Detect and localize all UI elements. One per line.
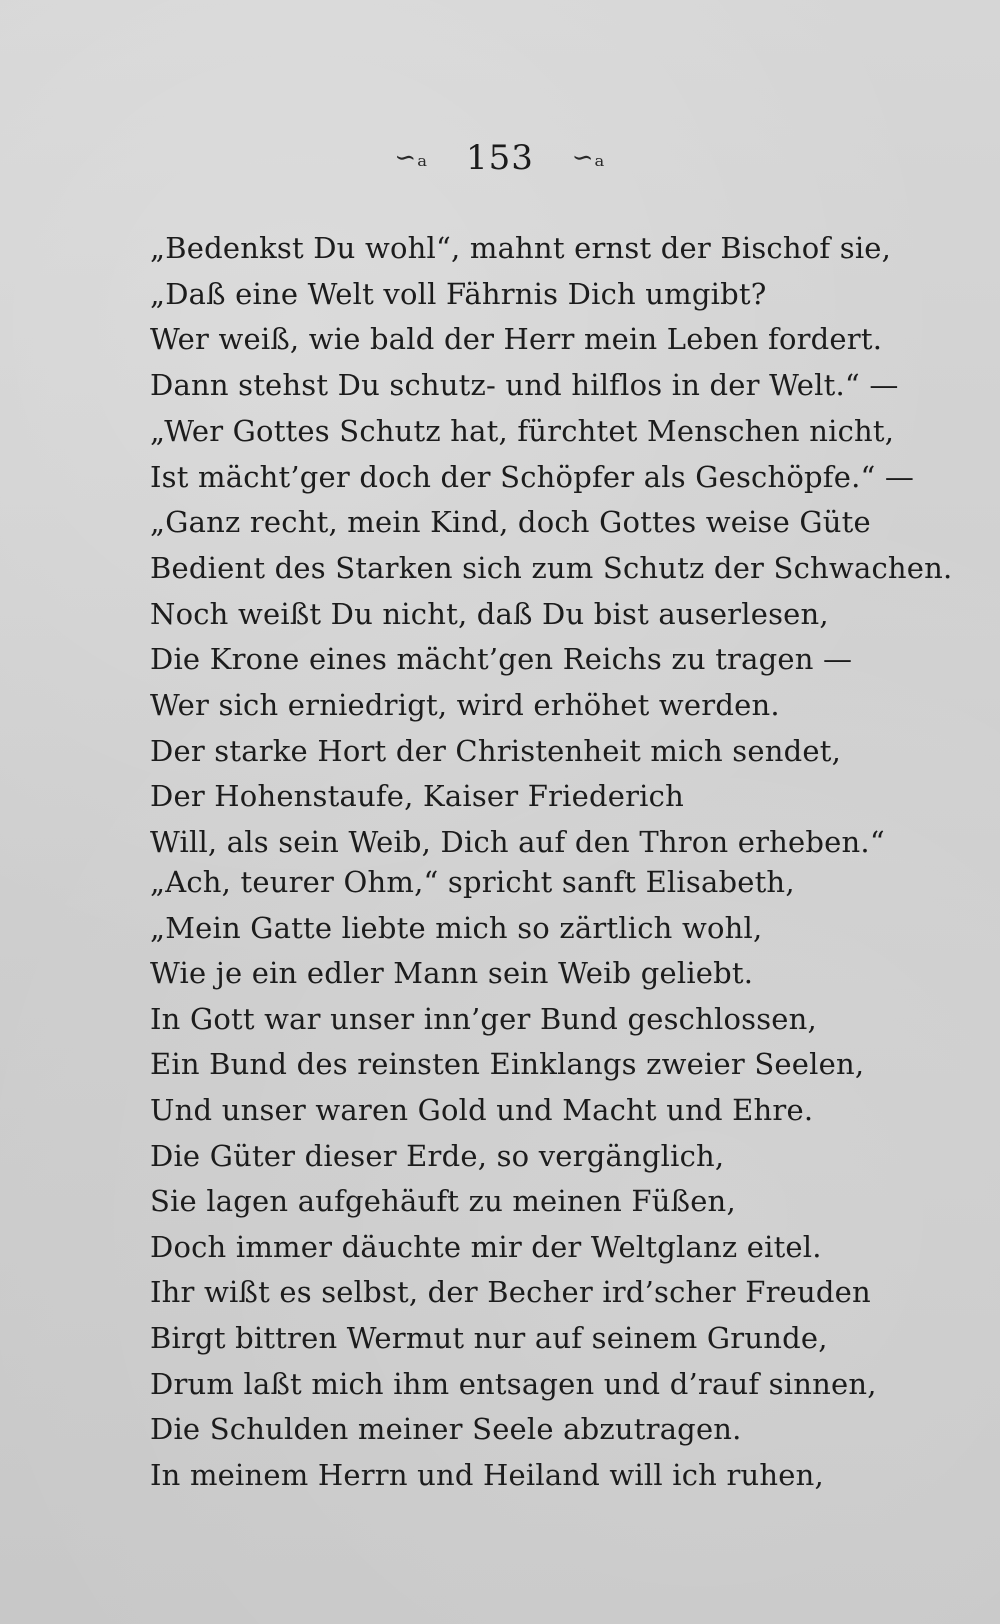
verse-line: „Ganz recht, mein Kind, doch Gottes weise Güte [150, 505, 871, 540]
verse-line: „Daß eine Welt voll Fährnis Dich umgibt? [150, 276, 767, 311]
verse-line: Ist mächt’ger doch der Schöpfer als Geschöpfe.“ — [150, 459, 915, 494]
verse-line: Drum laßt mich ihm entsagen und d’rauf sinnen, [150, 1366, 877, 1401]
ornament-left-icon: ∽ₐ [394, 143, 429, 173]
verse-line: Will, als sein Weib, Dich auf den Thron erheben.“ [150, 825, 885, 860]
verse-line: „Mein Gatte liebte mich so zärtlich wohl, [150, 910, 763, 945]
verse-line: Wer sich erniedrigt, wird erhöhet werden. [150, 688, 780, 723]
stanza-1 [150, 226, 953, 866]
verse-line: In Gott war unser inn’ger Bund geschlossen, [150, 1001, 817, 1036]
ornament-right-icon: ∽ₐ [571, 143, 606, 173]
verse-line: Die Güter dieser Erde, so vergänglich, [150, 1138, 725, 1173]
page-header [0, 138, 1000, 178]
stanza-2 [150, 860, 890, 1498]
verse-line: Die Krone eines mächt’gen Reichs zu tragen — [150, 642, 853, 677]
verse-line: Der starke Hort der Christenheit mich sendet, [150, 733, 842, 768]
verse-line: „Ach, teurer Ohm,“ spricht sanft Elisabeth, [150, 865, 795, 899]
verse-line: Wie je ein edler Mann sein Weib geliebt. [150, 956, 754, 991]
verse-line: Ihr wißt es selbst, der Becher ird’scher Freuden [150, 1275, 871, 1310]
verse-line: Birgt bittren Wermut nur auf seinem Grunde, [150, 1320, 828, 1355]
verse-line: „Wer Gottes Schutz hat, fürchtet Menschen nicht, [150, 413, 895, 448]
verse-line: Wer weiß, wie bald der Herr mein Leben fordert. [150, 322, 883, 357]
verse-line: Ein Bund des reinsten Einklangs zweier Seelen, [150, 1047, 865, 1082]
page-number: 153 [466, 138, 534, 178]
verse-line: Doch immer däuchte mir der Weltglanz eitel. [150, 1229, 822, 1264]
verse-line: Bedient des Starken sich zum Schutz der Schwachen. [150, 550, 953, 585]
verse-line: Dann stehst Du schutz- und hilflos in der Welt.“ — [150, 368, 899, 403]
verse-line: „Bedenkst Du wohl“, mahnt ernst der Bischof sie, [150, 231, 892, 265]
verse-line: Noch weißt Du nicht, daß Du bist auserlesen, [150, 596, 829, 631]
verse-line: Sie lagen aufgehäuft zu meinen Füßen, [150, 1184, 736, 1219]
verse-line: Und unser waren Gold und Macht und Ehre. [150, 1092, 814, 1127]
verse-line: In meinem Herrn und Heiland will ich ruhen, [150, 1457, 824, 1492]
verse-line: Die Schulden meiner Seele abzutragen. [150, 1412, 742, 1447]
verse-line: Der Hohenstaufe, Kaiser Friederich [150, 779, 684, 814]
